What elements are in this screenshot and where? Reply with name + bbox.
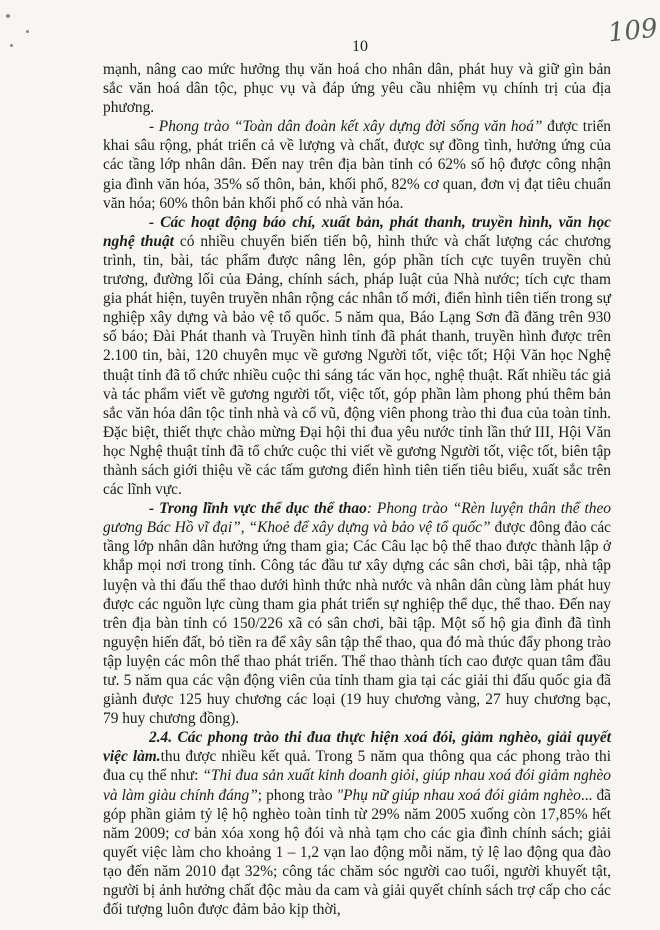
scan-speck <box>6 14 10 18</box>
paragraph-text: có nhiều chuyển biến tiến bộ, hình thức và chất lượng các chương trình, tin, bài, tác phẩm được nâng lên, góp phần tích cực tuyên truyền chủ trương, đường lối của Đảng, chính sách, pháp luật của Nhà nước; tích cực tham gia phát hiện, tuyên truyền nhân rộng các nhân tố mới, điển hình tiên tiến trong sự nghiệp xây dựng và bảo vệ tổ quốc. 5 năm qua, Báo Lạng Sơn đã đăng trên 930 số báo; Đài Phát thanh và Truyền hình tỉnh đã phát thanh, truyền hình được trên 2.100 tin, bài, 120 chuyên mục về gương Người tốt, việc tốt; Hội Văn học Nghệ thuật tỉnh đã tổ chức nhiều cuộc thi sáng tác văn học, nghệ thuật. Rất nhiều tác giả và tác phẩm viết về gương người tốt, việc tốt, góp phần làm phong phú thêm bản sắc văn hóa dân tộc tỉnh nhà và cổ vũ, động viên phong trào thi đua của toàn tỉnh. Đặc biệt, thiết thực chào mừng Đại hội thi đua yêu nước tỉnh lần thứ III, Hội Văn học Nghệ thuật tỉnh đã tổ chức cuộc thi viết về gương Người tốt, việc tốt, biên tập thành sách giới thiệu về các tấm gương điển hình tiên tiến tiêu biểu, xuất sắc trên các lĩnh vực. <box>103 232 611 499</box>
section-lead: - Các hoạt động báo chí, xuất bản, phát thanh, truyền hình, văn học nghệ thuật <box>103 213 611 250</box>
paragraph-text: mạnh, nâng cao mức hưởng thụ văn hoá cho nhân dân, phát huy và giữ gìn bản sắc văn hoá dân tộc, phục vụ và đáp ứng yêu cầu nhiệm vụ chính trị của địa phương. <box>103 61 611 117</box>
page-number: 10 <box>352 38 368 55</box>
section-lead: - Trong lĩnh vực thể dục thể thao <box>149 500 367 518</box>
paragraph-text: được triển khai sâu rộng, phát triển cả về lượng và chất, được sự đồng tình, hưởng ứng của các tầng lớp nhân dân. Đến nay trên địa bàn tỉnh có 62% số hộ được công nhận gia đình văn hóa, 35% số thôn, bản, khối phố, 82% cơ quan, đơn vị đạt tiêu chuẩn văn hóa; 60% thôn bản khối phố có nhà văn hóa. <box>103 118 612 212</box>
document-body <box>103 60 611 919</box>
paragraph-text: ; phong trào <box>257 786 337 804</box>
movement-quote: “Thi đua sản xuất kinh doanh giỏi, giúp nhau xoá đói giảm nghèo và làm giàu chính đáng” <box>103 767 611 804</box>
movement-quote: "Phụ nữ giúp nhau xoá đói giảm nghèo <box>336 786 581 804</box>
handwritten-page-mark: 109 <box>606 13 660 49</box>
paragraph-text: thu được nhiều kết quả. Trong 5 năm qua thông qua các phong trào thi đua cụ thể như: <box>103 748 611 785</box>
section-heading: 2.4. Các phong trào thi đua thực hiện xoá đói, giảm nghèo, giải quyết việc làm. <box>103 729 611 766</box>
sports-movements: : Phong trào “Rèn luyện thân thể theo gương Bác Hồ vĩ đại”, “Khoẻ để xây dựng và bảo vệ tổ quốc” <box>103 500 611 537</box>
movement-title: - Phong trào “Toàn dân đoàn kết xây dựng đời sống văn hoá” <box>149 118 543 136</box>
scan-speck <box>26 30 29 33</box>
paragraph-sports <box>103 499 611 728</box>
paragraph-cultural-life-movement <box>103 117 611 212</box>
paragraph-text: ... đã góp phần giảm tỷ lệ hộ nghèo toàn tỉnh từ 29% năm 2005 xuống còn 17,85% hết năm 2009; cơ bản xóa xong hộ đói và nhà tạm cho các gia đình chính sách; giải quyết việc làm cho khoảng 1 – 1,2 vạn lao động mỗi năm, tỷ lệ lao động qua đào tạo đến năm 2010 đạt 32%; công tác chăm sóc người cao tuổi, người khuyết tật, người bị ảnh hưởng chất độc màu da cam và giải quyết chính sách trợ cấp cho các đối tượng luôn được đảm bảo kịp thời, <box>103 786 611 919</box>
paragraph-media-activities <box>103 213 611 499</box>
paragraph-text: được đông đảo các tầng lớp nhân dân hưởng ứng tham gia; Các Câu lạc bộ thể thao được thành lập ở khắp mọi nơi trong tỉnh. Công tác đầu tư xây dựng các sân chơi, bãi tập, nhà tập luyện và thi đấu thể thao dưới hình thức nhà nước và nhân dân cùng làm phát huy được các nguồn lực cùng tham gia phát triển sự nghiệp thể dục, thể thao. Đến nay trên địa bàn tỉnh có 150/226 xã có sân chơi, bãi tập. Một số hộ gia đình đã tình nguyện hiến đất, bỏ tiền ra để xây sân tập thể thao, qua đó mà thúc đẩy phong trào tập luyện các môn thể thao phát triển. Thể thao thành tích cao được quan tâm đầu tư. 5 năm qua các vận động viên của tỉnh tham gia tại các giải thi đấu quốc gia đã giành được 125 huy chương các loại (19 huy chương vàng, 27 huy chương bạc, 79 huy chương đồng). <box>103 519 611 728</box>
paragraph-culture-intro <box>103 60 611 117</box>
paragraph-poverty-reduction <box>103 728 611 919</box>
